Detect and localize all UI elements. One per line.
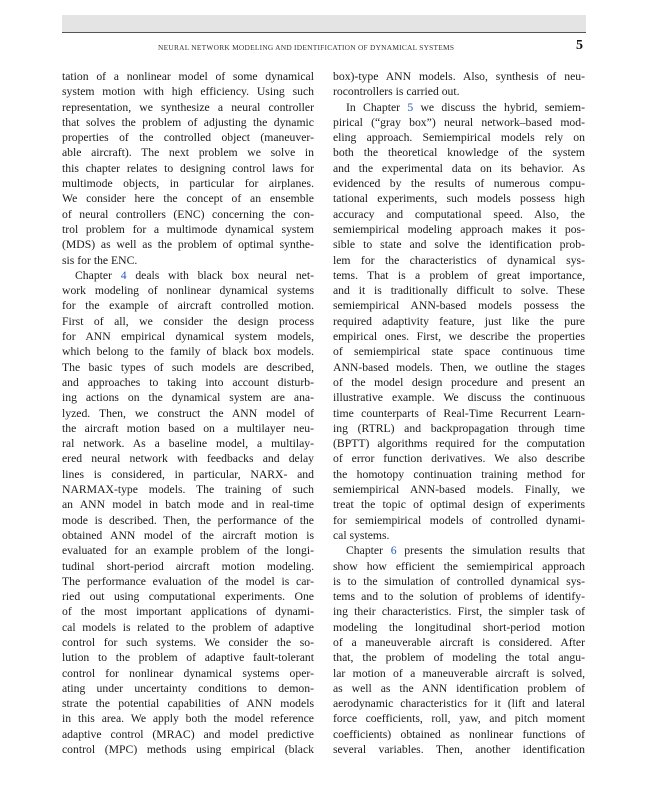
text-line: able aircraft). The next problem we solve in <box>62 146 314 160</box>
text-fragment: Chapter <box>346 544 391 558</box>
text-line: obtained ANN model of the aircraft motion is <box>62 528 314 542</box>
text-line: tational experiments, such models possess high <box>333 192 585 206</box>
text-line: lar motion of a maneuverable aircraft is solved, <box>333 666 585 680</box>
text-line: ered neural network with feedbacks and delay <box>62 452 314 466</box>
text-line: and it is traditionally difficult to solve. These <box>333 284 585 298</box>
text-line: system motion with high efficiency. Using such <box>62 85 314 99</box>
text-line: that, the problem of modeling the total angu- <box>333 651 585 665</box>
text-line: the homotopy continuation training method for <box>333 467 585 481</box>
text-line: time counterparts of Real-Time Recurrent Learn- <box>333 406 585 420</box>
text-line: (BPTT) algorithms required for the computation <box>333 437 585 451</box>
text-line: representation, we synthesize a neural controller <box>62 100 314 114</box>
text-line: lution to the problem of adaptive fault-tolerant <box>62 651 314 665</box>
text-line: First of all, we consider the design process <box>62 314 314 328</box>
text-fragment: In Chapter <box>346 100 408 114</box>
text-line: tation of a nonlinear model of some dynamical <box>62 70 314 83</box>
text-line: sible to state and solve the identification prob- <box>333 238 585 252</box>
text-line: several variables. Then, another identification <box>333 743 585 757</box>
text-fragment: we discuss the hybrid, semiem- <box>413 100 585 114</box>
text-line: We consider here the concept of an ensemble <box>62 192 314 206</box>
text-line: which belong to the family of black box models. <box>62 345 314 359</box>
text-line: this chapter relates to designing control laws for <box>62 161 314 175</box>
text-line: cal systems. <box>333 528 390 542</box>
text-line <box>333 543 585 558</box>
text-line: The performance evaluation of the model is car- <box>62 574 314 588</box>
text-line: modeling the longitudinal short-period motion <box>333 620 585 634</box>
text-line: aerodynamic characteristics for it (lift and lateral <box>333 697 585 711</box>
text-line: ANN-based models. Then, we outline the stages <box>333 360 585 374</box>
text-line: for semiempirical models of controlled dynami- <box>333 513 585 527</box>
text-line: empirical ones. First, we describe the properties <box>333 330 585 344</box>
text-line: ral network. As a baseline model, a multilay- <box>62 437 314 451</box>
text-line: for the example of aircraft controlled motion. <box>62 299 314 313</box>
text-line: of the most important applications of dynami- <box>62 605 314 619</box>
text-line: the aircraft motion based on a multilayer neu- <box>62 421 314 435</box>
text-line: multimode objects, in particular for airplanes. <box>62 177 314 191</box>
text-line: cal models is related to the problem of adaptive <box>62 620 314 634</box>
text-line: of neural controllers (ENC) concerning the con- <box>62 207 314 221</box>
text-line: as well as the ANN identification problem of <box>333 681 585 695</box>
text-line: rocontrollers is carried out. <box>333 85 460 99</box>
text-line: is to the simulation of controlled dynamical sys- <box>333 574 585 588</box>
text-line: lem for the characteristics of dynamical sys- <box>333 253 585 267</box>
text-line: coefficients) obtained as nonlinear functions of <box>333 727 585 741</box>
text-line: force coefficients, roll, yaw, and pitch moment <box>333 712 585 726</box>
text-line: (MDS) as well as the problem of optimal synthe- <box>62 238 314 252</box>
text-line: The basic types of such models are described, <box>62 360 314 374</box>
text-line: ried out using computational experiments. One <box>62 590 314 604</box>
text-line: of the model design procedure and present an <box>333 375 585 389</box>
text-fragment: deals with black box neural net- <box>126 268 314 282</box>
text-line: of a maneuverable aircraft is considered. After <box>333 635 585 649</box>
text-fragment: Chapter <box>75 268 121 282</box>
running-title: NEURAL NETWORK MODELING AND IDENTIFICATION OF DYNAMICAL SYSTEMS <box>158 43 455 52</box>
text-line: required adaptivity feature, just like the pure <box>333 314 585 328</box>
text-line: trol problem for a multimode dynamical system <box>62 222 314 236</box>
text-line: that solves the problem of adjusting the dynamic <box>62 115 314 129</box>
text-line: lines is considered, in particular, NARX- and <box>62 467 314 481</box>
text-line <box>62 268 314 283</box>
text-line: strate the potential capabilities of ANN models <box>62 697 314 711</box>
text-line: tems and to the solution of problems of identify- <box>333 590 585 604</box>
page-number: 5 <box>576 38 583 53</box>
text-line: ing their characteristics. First, the simpler task of <box>333 605 585 619</box>
header-band <box>62 15 586 33</box>
text-line: of semiempirical state space continuous time <box>333 345 585 359</box>
text-line: treat the topic of optimal design of experiments <box>333 498 585 512</box>
text-line: semiempirical modeling approach makes it pos- <box>333 222 585 236</box>
text-line: control for such systems. We consider the so- <box>62 635 314 649</box>
text-line: work modeling of nonlinear dynamical systems <box>62 284 314 298</box>
text-line <box>333 100 585 115</box>
text-line: evaluated for an example problem of the longi- <box>62 544 314 558</box>
right-text-column <box>333 69 585 757</box>
text-line: control for nonlinear dynamical systems oper- <box>62 666 314 680</box>
chapter-link[interactable]: 4 <box>120 268 127 282</box>
text-line: tems. That is a problem of great importance, <box>333 268 585 282</box>
left-text-column <box>62 69 314 757</box>
text-line: control (MPC) methods using empirical (black <box>62 743 314 757</box>
text-line: pirical (“gray box”) neural network–based mod- <box>333 115 585 129</box>
text-line: and the experimental data on its behavior. As <box>333 161 585 175</box>
text-line: tudinal short-period aircraft motion modeling. <box>62 559 314 573</box>
text-line: semiempirical ANN-based models. Finally, we <box>333 483 585 497</box>
text-line: evidenced by the results of numerous compu- <box>333 177 585 191</box>
text-line: in this area. We apply both the model reference <box>62 712 314 726</box>
chapter-link[interactable]: 6 <box>390 544 397 558</box>
text-fragment: presents the simulation results that <box>396 544 585 558</box>
text-line: mode is described. Then, the performance of the <box>62 513 314 527</box>
text-line: eling approach. Semiempirical models rely on <box>333 131 585 145</box>
text-line: ing (RTRL) and backpropagation through time <box>333 421 585 435</box>
text-line: adaptive control (MRAC) and model predictive <box>62 727 314 741</box>
text-line: NARMAX-type models. The training of such <box>62 483 314 497</box>
text-line: ing actions on the dynamical system are ana- <box>62 391 314 405</box>
text-line: properties of the controlled object (maneuver- <box>62 131 314 145</box>
text-line: both the theoretical knowledge of the system <box>333 146 585 160</box>
text-line: ating under uncertainty conditions to demon- <box>62 681 314 695</box>
text-line: illustrative example. We discuss the continuous <box>333 391 585 405</box>
text-line: show how efficient the semiempirical approach <box>333 559 585 573</box>
text-line: accuracy and computational speed. Also, the <box>333 207 585 221</box>
text-line: sis for the ENC. <box>62 253 138 267</box>
chapter-link[interactable]: 5 <box>407 100 414 114</box>
text-line: an ANN model in batch mode and in real-time <box>62 498 314 512</box>
text-line: for ANN empirical dynamical system models, <box>62 330 314 344</box>
text-line: of error function derivatives. We also describe <box>333 452 585 466</box>
text-line: box)-type ANN models. Also, synthesis of neu- <box>333 70 585 83</box>
text-line: semiempirical ANN-based models possess the <box>333 299 585 313</box>
running-head <box>62 40 586 56</box>
text-line: lyzed. Then, we construct the ANN model of <box>62 406 314 420</box>
text-line: and approaches to taking into account disturb- <box>62 375 314 389</box>
